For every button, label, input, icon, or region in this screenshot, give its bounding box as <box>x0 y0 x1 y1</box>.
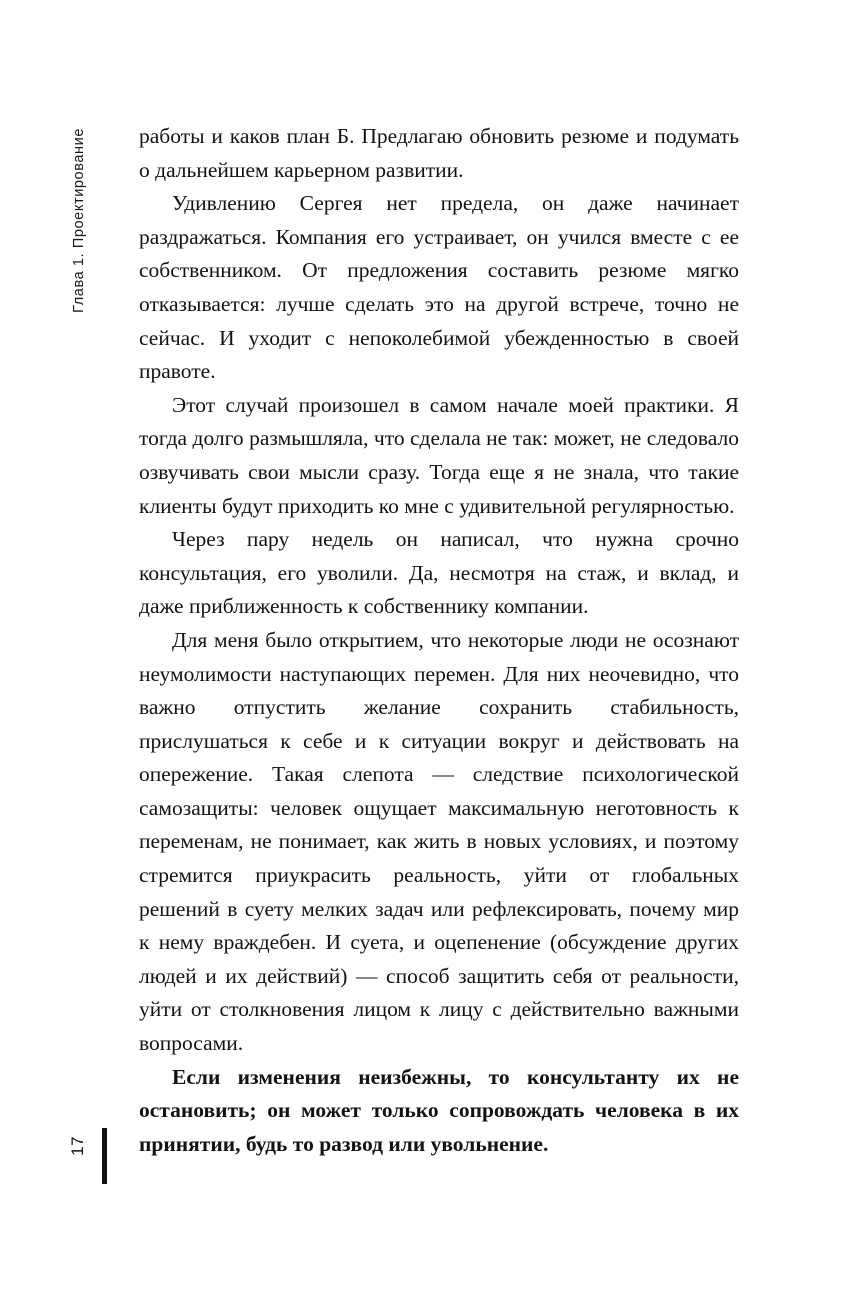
paragraph: Через пару недель он написал, что нужна срочно консультация, его уволили. Да, несмотря на стаж, и вклад, и даже приближенность к собственнику компании. <box>139 527 739 619</box>
paragraph-continued: работы и каков план Б. Предлагаю обновить резюме и подумать о дальнейшем карьерном развитии. <box>139 124 739 182</box>
paragraph: Для меня было открытием, что некоторые люди не осознают неумолимости наступающих перемен. Для них неочевидно, что важно отпустить желание сохранить стабильность, прислушаться к себе и к ситуации вокруг и действовать на опережение. Такая слепота — следствие психологической самозащиты: человек ощущает максимальную неготовность к переменам, не понимает, как жить в новых условиях, и поэтому стремится приукрасить реальность, уйти от глобальных решений в суету мелких задач или рефлексировать, почему мир к нему враждебен. И суета, и оцепенение (обсуждение других людей и их действий) — способ защитить себя от реальности, уйти от столкновения лицом к лицу с действительно важными вопросами. <box>139 627 739 1056</box>
body-text-column <box>139 120 739 1161</box>
folio-rule <box>102 1128 107 1184</box>
running-head <box>64 128 94 388</box>
paragraph-emphasis: Если изменения неизбежны, то консультанту их не остановить; он может только сопровождать человека в их принятии, будь то развод или увольнение. <box>139 1064 739 1156</box>
running-head-label: Глава 1. Проектирование <box>71 128 87 313</box>
page-number: 17 <box>68 1136 87 1156</box>
page-folio <box>64 1128 120 1198</box>
paragraph: Этот случай произошел в самом начале моей практики. Я тогда долго размышляла, что сделала не так: может, не следовало озвучивать свои мысли сразу. Тогда еще я не знала, что такие клиенты будут приходить ко мне с удивительной регулярностью. <box>139 392 739 518</box>
paragraph: Удивлению Сергея нет предела, он даже начинает раздражаться. Компания его устраивает, он учился вместе с ее собственником. От предложения составить резюме мягко отказывается: лучше сделать это на другой встрече, точно не сейчас. И уходит с непоколебимой убежденностью в своей правоте. <box>139 191 739 384</box>
